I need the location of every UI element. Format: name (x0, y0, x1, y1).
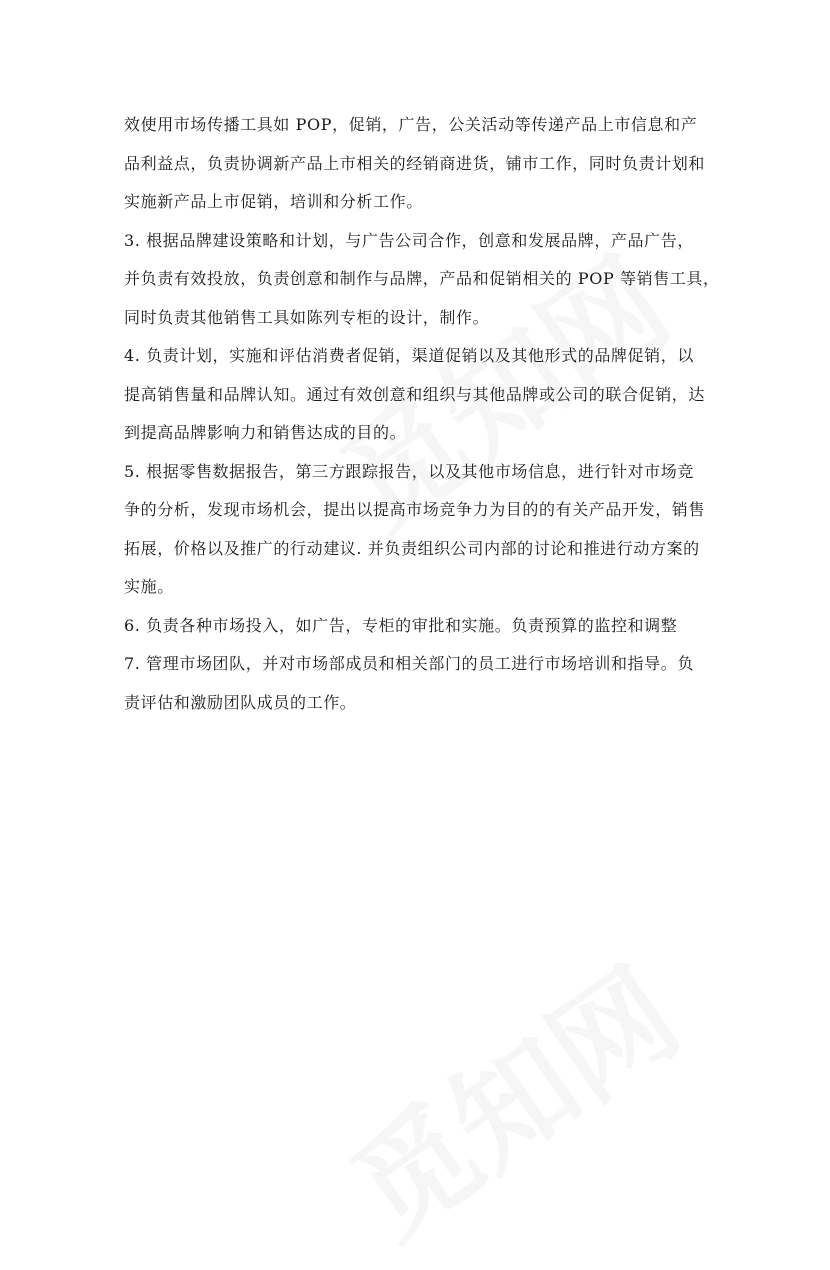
text-line: 实施。 (124, 577, 174, 596)
text-line: 品利益点，负责协调新产品上市相关的经销商进货，铺市工作，同时负责计划和 (124, 153, 706, 173)
paragraph-intro (124, 106, 714, 222)
text-line: 到提高品牌影响力和销售达成的目的。 (124, 423, 407, 442)
text-line: 3. 根据品牌建设策略和计划，与广告公司合作，创意和发展品牌，产品广告， (124, 230, 694, 250)
text-line: 6. 负责各种市场投入，如广告，专柜的审批和实施。负责预算的监控和调整 (124, 615, 678, 635)
text-line: 效使用市场传播工具如 POP，促销，广告，公关活动等传递产品上市信息和产 (124, 115, 698, 134)
text-line: 提高销售量和品牌认知。通过有效创意和组织与其他品牌或公司的联合促销，达 (124, 384, 706, 404)
text-line: 4. 负责计划，实施和评估消费者促销，渠道促销以及其他形式的品牌促销，以 (124, 346, 694, 365)
document-body (124, 106, 720, 722)
watermark (313, 922, 707, 1269)
paragraph-item-5 (124, 453, 714, 607)
text-line: 5. 根据零售数据报告，第三方跟踪报告，以及其他市场信息，进行针对市场竞 (124, 461, 694, 481)
paragraph-item-7 (124, 645, 714, 722)
text-line: 争的分析，发现市场机会，提出以提高市场竞争力为目的的有关产品开发，销售 (124, 500, 706, 519)
paragraph-item-3 (124, 222, 720, 338)
text-line: 7. 管理市场团队，并对市场部成员和相关部门的员工进行市场培训和指导。负 (124, 654, 694, 673)
text-line: 同时负责其他销售工具如陈列专柜的设计，制作。 (124, 307, 490, 327)
text-line: 责评估和激励团队成员的工作。 (124, 692, 357, 712)
paragraph-item-4 (124, 337, 714, 453)
text-line: 拓展，价格以及推广的行动建议. 并负责组织公司内部的讨论和推进行动方案的 (124, 538, 700, 558)
paragraph-item-6 (124, 607, 714, 646)
text-line: 并负责有效投放，负责创意和制作与品牌，产品和促销相关的 POP 等销售工具， (124, 269, 720, 288)
text-line: 实施新产品上市促销，培训和分析工作。 (124, 192, 423, 211)
